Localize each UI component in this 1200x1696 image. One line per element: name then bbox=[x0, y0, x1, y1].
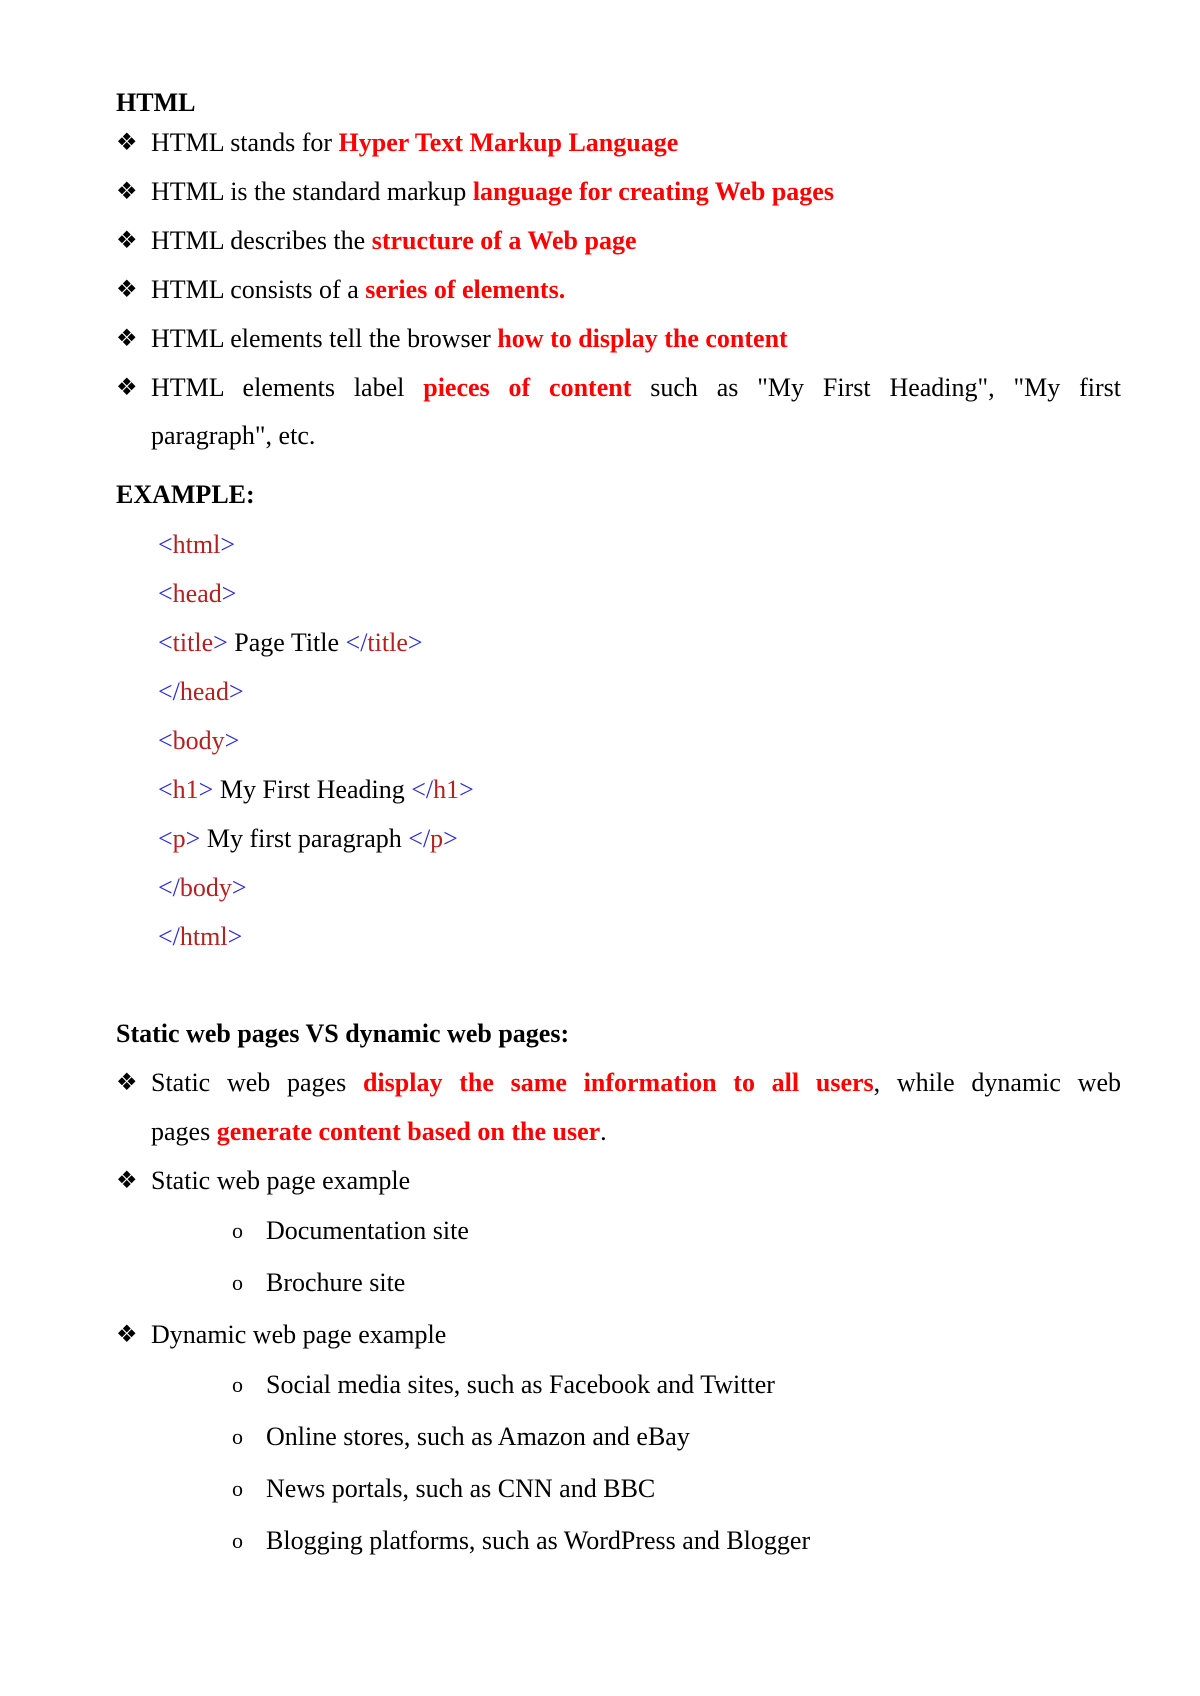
bullet-continuation: paragraph", etc. bbox=[151, 421, 316, 450]
list-item: Documentation site bbox=[266, 1216, 469, 1245]
section-heading-html: HTML bbox=[116, 88, 196, 117]
bullet-describes-structure bbox=[151, 224, 637, 258]
bullet-text: HTML describes the bbox=[151, 226, 372, 255]
code-line-html-open: <html> bbox=[158, 530, 236, 559]
bullet-text: Static web pages bbox=[151, 1068, 363, 1097]
highlight-text: pieces of content bbox=[423, 373, 632, 402]
diamond-bullet-icon: ❖ bbox=[116, 228, 138, 254]
bullet-text: HTML is the standard markup bbox=[151, 177, 473, 206]
diamond-bullet-icon: ❖ bbox=[116, 1322, 138, 1348]
bullet-text: HTML elements label bbox=[151, 373, 424, 402]
code-line-head-open: <head> bbox=[158, 579, 237, 608]
circle-bullet-icon: o bbox=[232, 1372, 243, 1397]
diamond-bullet-icon: ❖ bbox=[116, 375, 138, 401]
section-heading-example: EXAMPLE: bbox=[116, 480, 255, 509]
code-line-head-close: </head> bbox=[158, 677, 244, 706]
bullet-dynamic-example: Dynamic web page example bbox=[151, 1320, 447, 1349]
code-line-p: <p> My first paragraph </p> bbox=[158, 824, 458, 853]
circle-bullet-icon: o bbox=[232, 1424, 243, 1449]
list-item: Blogging platforms, such as WordPress and Blogger bbox=[266, 1526, 811, 1555]
bullet-html-stands-for bbox=[151, 126, 678, 160]
circle-bullet-icon: o bbox=[232, 1476, 243, 1501]
list-item: Online stores, such as Amazon and eBay bbox=[266, 1422, 690, 1451]
highlight-text: Hyper Text Markup Language bbox=[338, 128, 679, 157]
bullet-series-of-elements bbox=[151, 273, 565, 307]
code-line-title: <title> Page Title </title> bbox=[158, 628, 423, 657]
highlight-text: display the same information to all users bbox=[362, 1068, 874, 1097]
highlight-text: generate content based on the user bbox=[216, 1117, 601, 1146]
bullet-text: HTML elements tell the browser bbox=[151, 324, 498, 353]
diamond-bullet-icon: ❖ bbox=[116, 130, 138, 156]
list-item: News portals, such as CNN and BBC bbox=[266, 1474, 656, 1503]
highlight-text: how to display the content bbox=[497, 324, 788, 353]
circle-bullet-icon: o bbox=[232, 1528, 243, 1553]
diamond-bullet-icon: ❖ bbox=[116, 179, 138, 205]
bullet-text: , while dynamic web bbox=[873, 1068, 1121, 1097]
diamond-bullet-icon: ❖ bbox=[116, 1070, 138, 1096]
list-item: Social media sites, such as Facebook and Twitter bbox=[266, 1370, 775, 1399]
bullet-continuation: pages generate content based on the user. bbox=[151, 1117, 607, 1146]
highlight-text: structure of a Web page bbox=[371, 226, 637, 255]
list-item: Brochure site bbox=[266, 1268, 406, 1297]
code-line-body-close: </body> bbox=[158, 873, 247, 902]
bullet-display-content bbox=[151, 322, 788, 356]
bullet-static-vs-dynamic bbox=[151, 1066, 1121, 1100]
circle-bullet-icon: o bbox=[232, 1218, 243, 1243]
section-heading-static-vs-dynamic: Static web pages VS dynamic web pages: bbox=[116, 1019, 570, 1048]
bullet-text: such as "My First Heading", "My first bbox=[631, 373, 1121, 402]
code-line-html-close: </html> bbox=[158, 922, 243, 951]
highlight-text: language for creating Web pages bbox=[472, 177, 834, 206]
bullet-static-example: Static web page example bbox=[151, 1166, 411, 1195]
highlight-text: series of elements. bbox=[365, 275, 566, 304]
code-line-h1: <h1> My First Heading </h1> bbox=[158, 775, 474, 804]
diamond-bullet-icon: ❖ bbox=[116, 277, 138, 303]
code-line-body-open: <body> bbox=[158, 726, 240, 755]
bullet-label-pieces bbox=[151, 371, 1121, 405]
bullet-text: HTML stands for bbox=[151, 128, 339, 157]
circle-bullet-icon: o bbox=[232, 1270, 243, 1295]
bullet-standard-markup bbox=[151, 175, 834, 209]
bullet-text: HTML consists of a bbox=[151, 275, 366, 304]
diamond-bullet-icon: ❖ bbox=[116, 1168, 138, 1194]
diamond-bullet-icon: ❖ bbox=[116, 326, 138, 352]
